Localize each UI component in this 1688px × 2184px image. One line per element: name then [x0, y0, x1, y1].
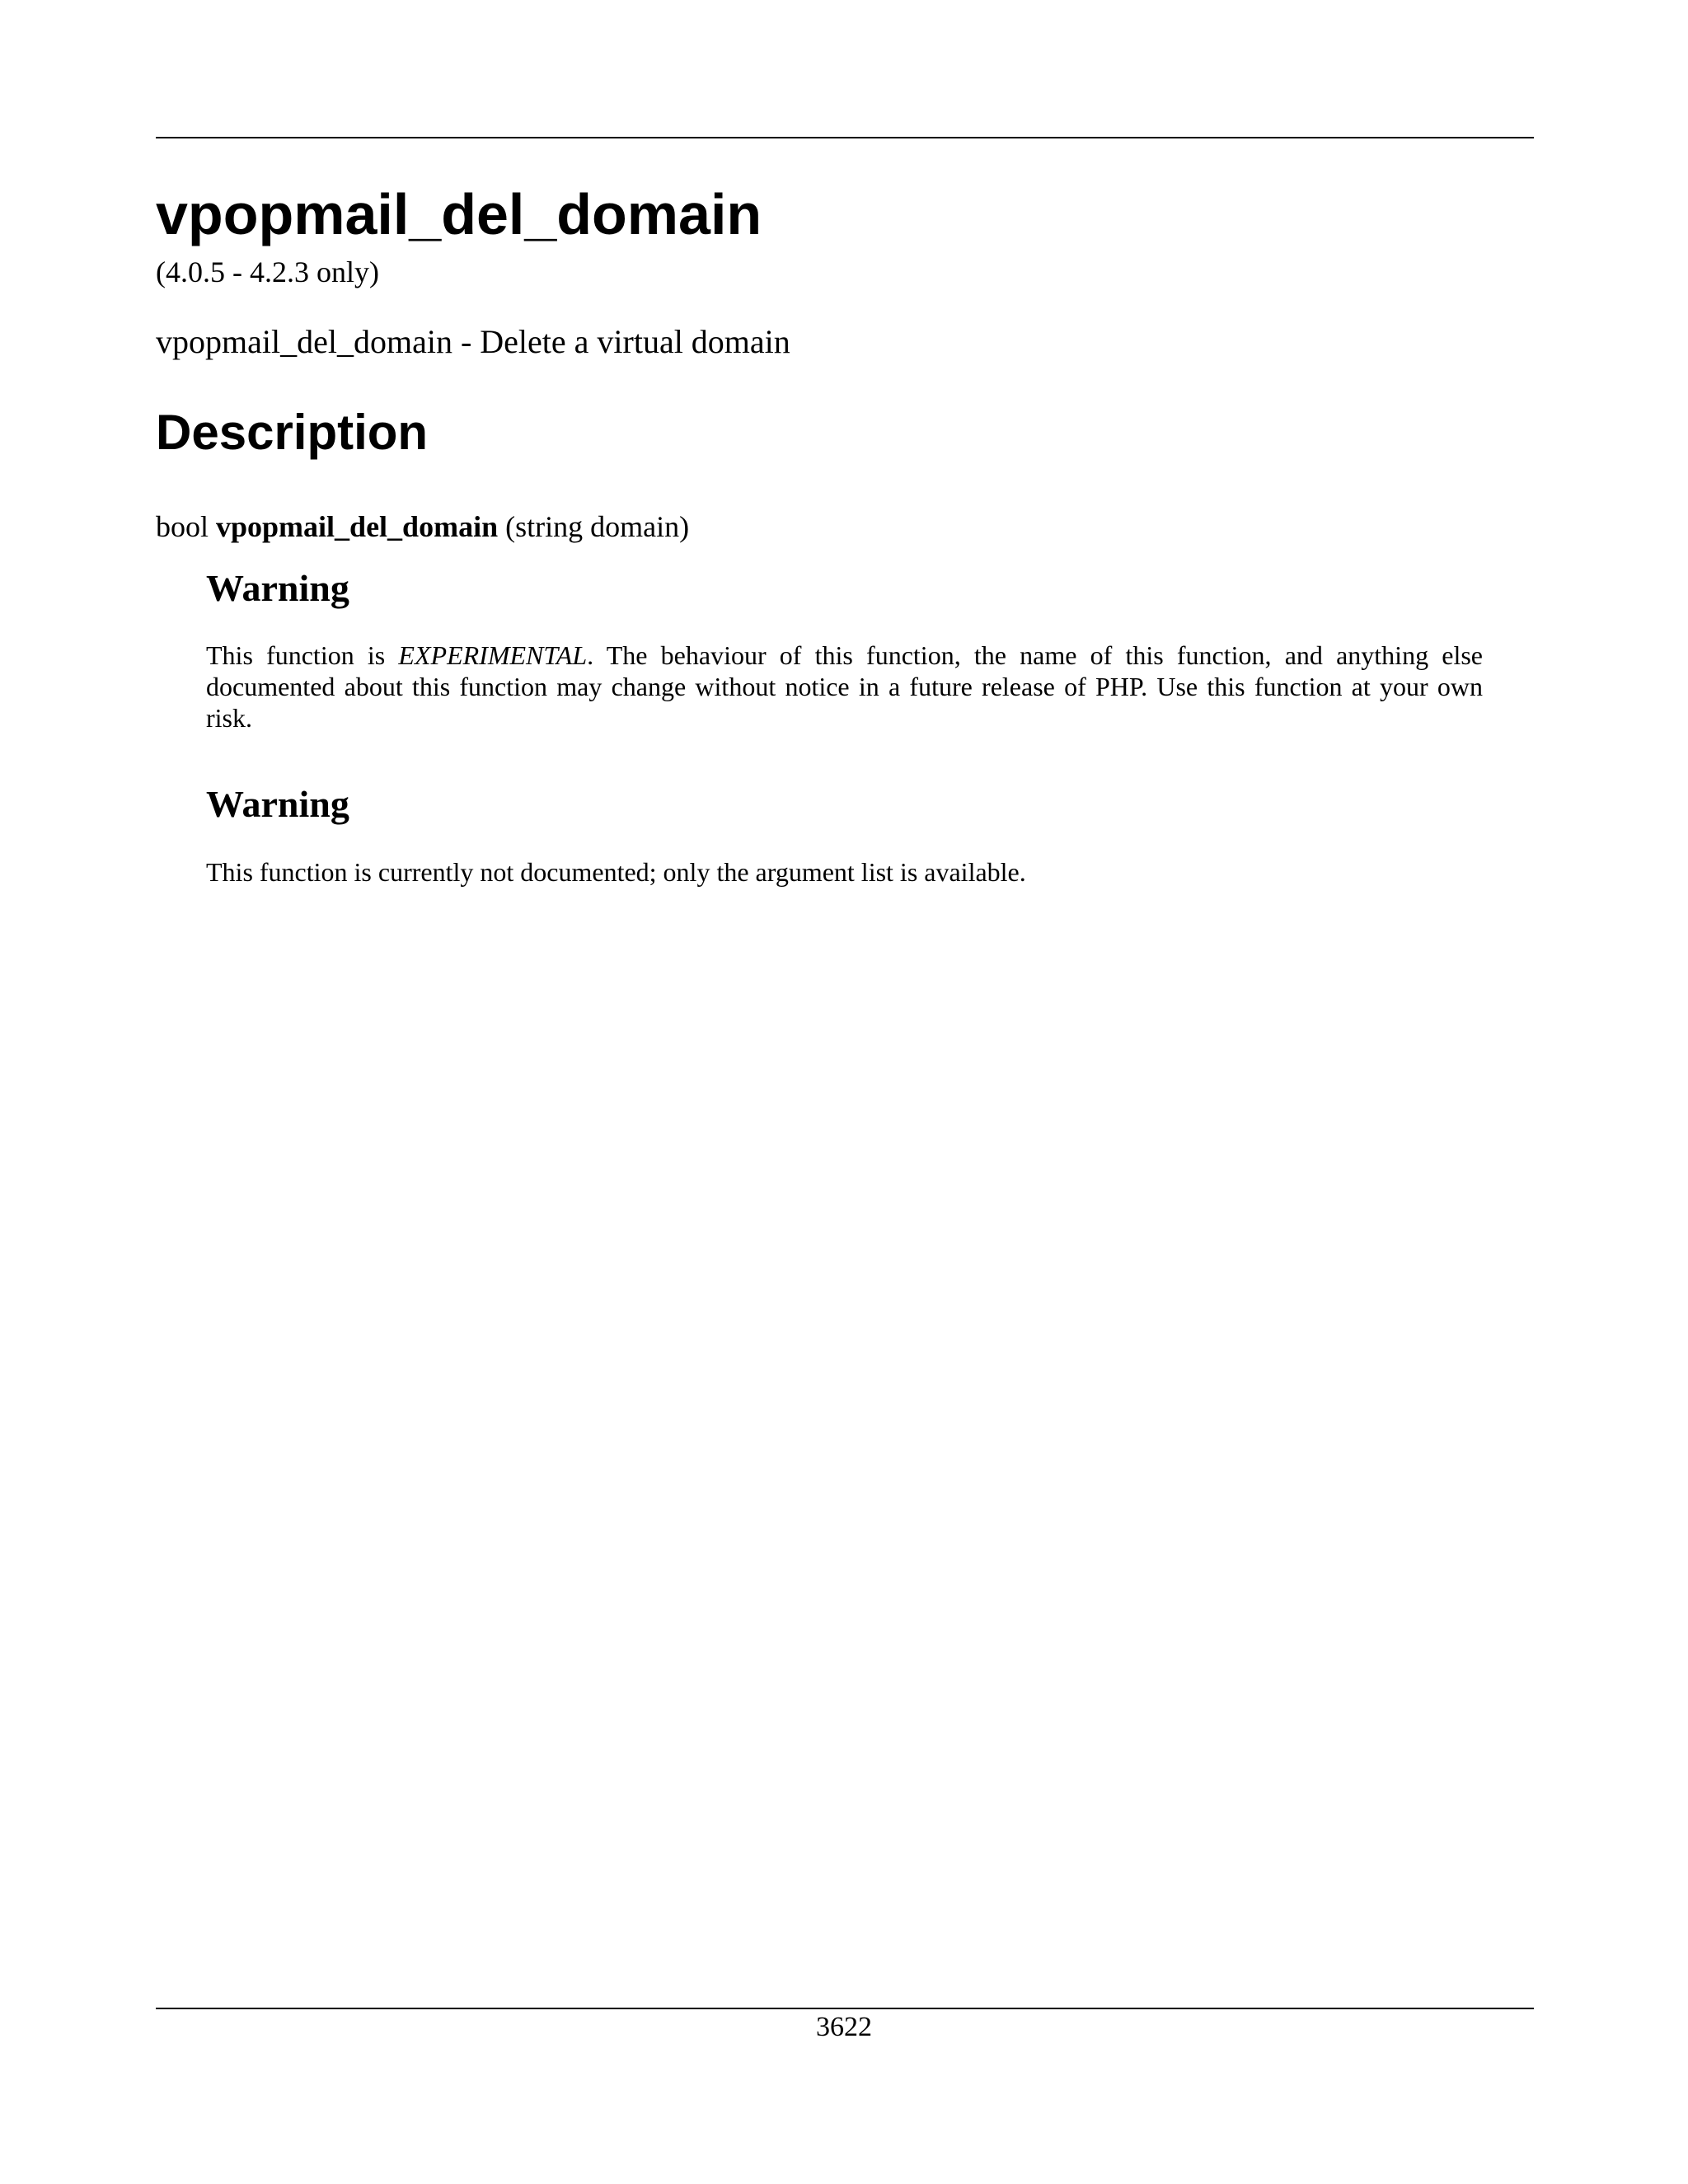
- header-rule: [156, 137, 1534, 138]
- return-type: bool: [156, 510, 209, 543]
- function-summary: vpopmail_del_domain - Delete a virtual domain: [156, 323, 790, 360]
- version-info: (4.0.5 - 4.2.3 only): [156, 255, 379, 288]
- description-heading: Description: [156, 405, 429, 460]
- experimental-warning-text: [206, 640, 1483, 733]
- warning-text-rest: . The behaviour of this function, the name of this function, and anything else documented about this function may change without notice in a future release of PHP. Use this function at your own risk.: [206, 640, 1484, 733]
- undocumented-warning-text: This function is currently not documented; only the argument list is available.: [206, 857, 1026, 887]
- experimental-emphasis: EXPERIMENTAL: [398, 640, 588, 670]
- page-number: 3622: [816, 2012, 872, 2042]
- function-synopsis: [156, 509, 689, 545]
- warning-title: Warning: [206, 783, 349, 825]
- warning-text-lead: This function is: [206, 640, 399, 670]
- function-params: (string domain): [505, 510, 690, 543]
- page-title: vpopmail_del_domain: [156, 182, 762, 246]
- warning-title: Warning: [206, 567, 349, 609]
- function-name: vpopmail_del_domain: [216, 510, 499, 543]
